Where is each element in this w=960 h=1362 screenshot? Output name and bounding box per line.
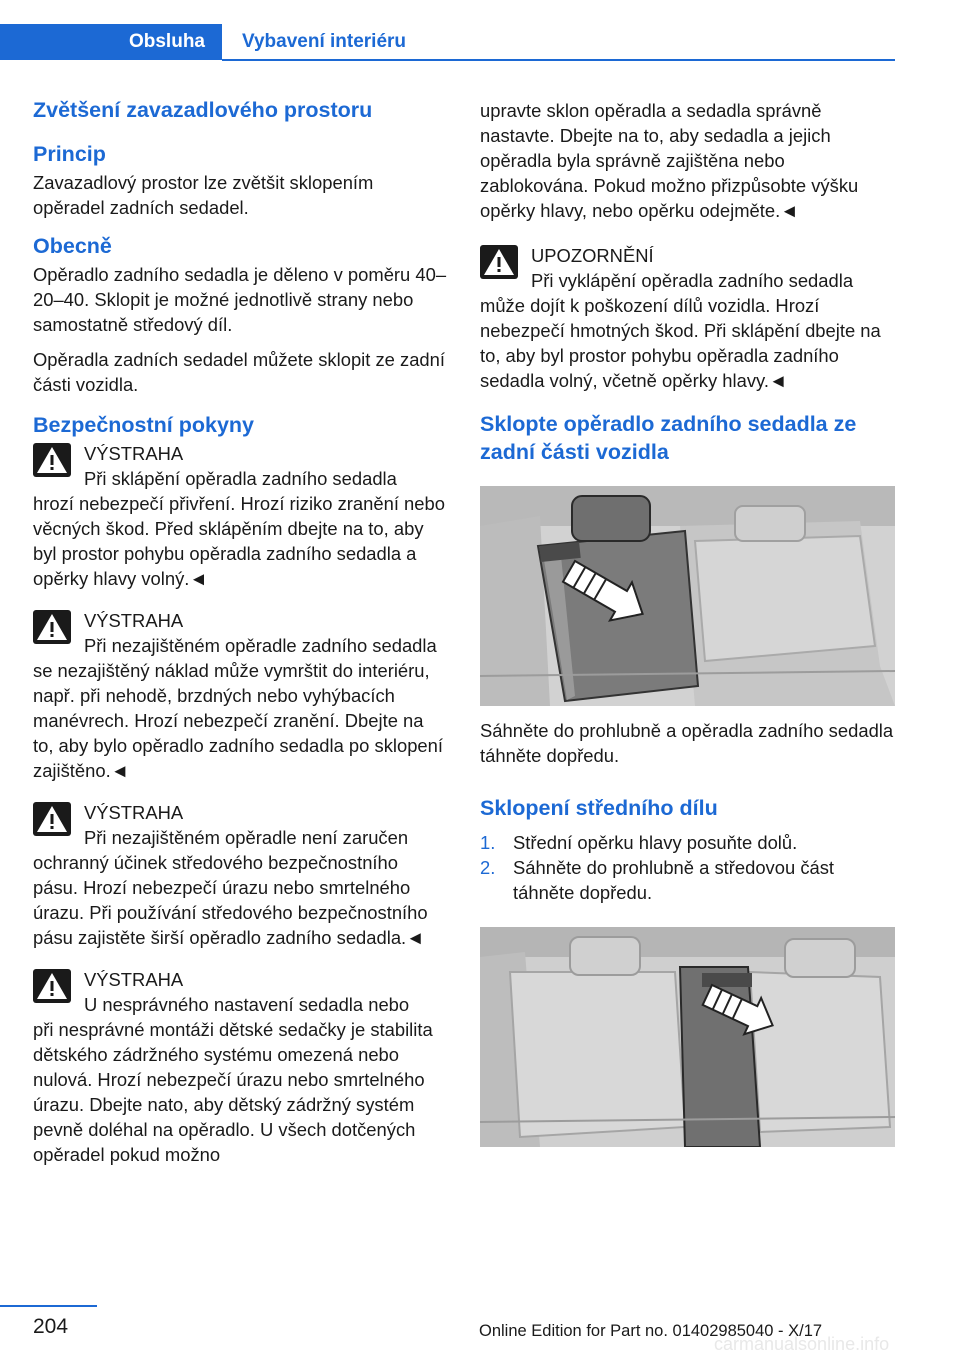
warning-title: VÝSTRAHA [84, 443, 184, 464]
obecne-paragraph-2: Opěradla zadních sedadel můžete sklopit ze zadní části vozidla. [33, 349, 445, 395]
warning-title: VÝSTRAHA [84, 610, 184, 631]
obecne-paragraph-1: Opěradlo zadního sedadla je děleno v poměru 40–20–40. Sklopit je možné jednotlivě strany nebo samostatně středový díl. [33, 264, 447, 335]
warning-3 [33, 800, 448, 950]
warning-text-start: Při sklápění opěradla zadního sedadla [84, 468, 397, 489]
right-column [480, 98, 895, 1147]
warning-triangle-icon [33, 610, 71, 644]
warning-text: hrozí nebezpečí přivření. Hrozí riziko zranění nebo věcných škod. Před sklápěním dbejte na to, aby byl prostor pohybu opěradla zadního sedadla a opěrky hlavy volný.◄ [33, 493, 445, 589]
section2-heading: Sklopení středního dílu [480, 796, 718, 820]
left-column [33, 96, 448, 1184]
steps-list [480, 830, 895, 905]
obecne-heading: Obecně [33, 234, 112, 258]
step-number: 1. [480, 832, 496, 853]
rear-seat-center-illustration [480, 927, 895, 1147]
step-text: Střední opěrku hlavy posuňte dolů. [513, 832, 798, 853]
step-text: Sáhněte do prohlubně a středovou část táhněte dopředu. [513, 857, 835, 903]
warning-continuation: upravte sklon opěradla a sedadla správně nastavte. Dbejte na to, aby sedadla a jejich opěradla byla správně zajištěna nebo zablokována. Pokud možno přizpůsobte výšku opěrky hlavy, nebo opěrku odejměte.◄ [480, 100, 859, 221]
rear-seat-backrest-illustration [480, 486, 895, 706]
princip-text: Zavazadlový prostor lze zvětšit sklopením opěradel zadních sedadel. [33, 172, 374, 218]
warning-triangle-icon [33, 443, 71, 477]
warning-text-start: Při nezajištěném opěradle není zaručen [84, 827, 409, 848]
warning-4 [33, 967, 448, 1167]
safety-heading: Bezpečnostní pokyny [33, 413, 255, 437]
warning-1 [33, 441, 448, 591]
seat-fold-photo [480, 486, 895, 706]
warning-2 [33, 608, 448, 783]
watermark: carmanualsonline.info [714, 1334, 890, 1354]
header-rule [222, 59, 895, 61]
step-number: 2. [480, 857, 496, 878]
caution-note [480, 243, 895, 393]
warning-triangle-icon [33, 802, 71, 836]
caution-title: UPOZORNĚNÍ [531, 245, 654, 266]
caution-text: může dojít k poškození dílů vozidla. Hrozí nebezpečí hmotných škod. Při sklápění dbejte na to, aby byl prostor pohybu opěradla zadního sedadla volný, včetně opěrky hlavy.◄ [480, 295, 881, 391]
warning-text: ochranný účinek středového bezpečnostního pásu. Hrozí nebezpečí úrazu nebo smrtelného úrazu. Při používání středového bezpečnostního pásu zajistěte širší opěradlo zadního sedadla.◄ [33, 852, 428, 948]
page-number: 204 [33, 1315, 69, 1338]
tab-obsluha[interactable]: Obsluha [0, 24, 222, 60]
footer-rule [0, 1305, 97, 1307]
center-section-photo [480, 927, 895, 1147]
edition-note: Online Edition for Part no. 01402985040 - X/17 [479, 1322, 823, 1340]
list-item [480, 855, 895, 905]
section1-heading: Sklopte opěradlo zadního sedadla ze zadní části vozidla [480, 412, 857, 464]
caution-text-start: Při vyklápění opěradla zadního sedadla [531, 270, 854, 291]
warning-triangle-icon [33, 969, 71, 1003]
warning-title: VÝSTRAHA [84, 802, 184, 823]
section-title: Zvětšení zavazadlového prostoru [33, 98, 373, 122]
header-tabs [0, 24, 895, 62]
photo1-caption: Sáhněte do prohlubně a opěradla zadního sedadla táhněte dopředu. [480, 720, 894, 766]
warning-title: VÝSTRAHA [84, 969, 184, 990]
caution-triangle-icon [480, 245, 518, 279]
warning-text: při nesprávné montáži dětské sedačky je stabilita dětského zádržného systému omezená nebo nulová. Hrozí nebezpečí úrazu nebo smrtelného úrazu. Dbejte nato, aby dětský zádržný systém pevně doléhal na opěradlo. U všech dotčených opěradel pokud možno [33, 1019, 433, 1165]
tab-vybaveni-interieru[interactable]: Vybavení interiéru [242, 31, 407, 52]
list-item [480, 830, 895, 855]
warning-text: Při nezajištěném opěradle zadního sedadla se nezajištěný náklad může vymrštit do interiéru, např. při nehodě, brzdných nebo vyhýbacích manévrech. Hrozí nebezpečí zranění. Dbejte na to, aby bylo opěradlo zadního sedadla po sklopení zajištěno.◄ [33, 635, 443, 781]
warning-text-start: U nesprávného nastavení sedadla nebo [84, 994, 410, 1015]
princip-heading: Princip [33, 142, 106, 166]
